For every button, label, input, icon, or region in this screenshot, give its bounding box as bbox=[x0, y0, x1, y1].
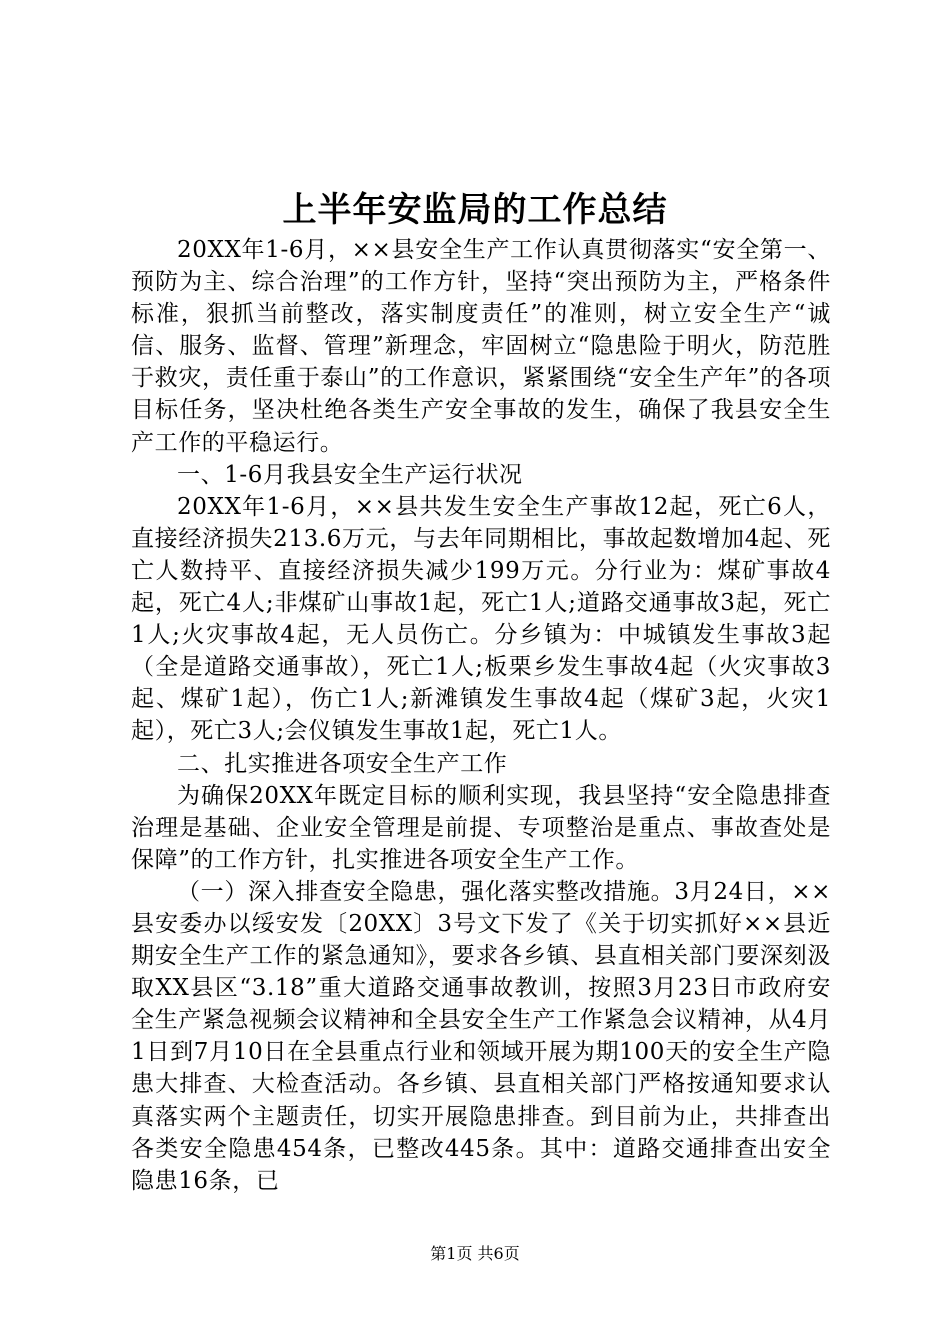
paragraph-accident-stats: 20XX年1-6月，××县共发生安全生产事故12起，死亡6人，直接经济损失213.6万元，与去年同期相比，事故起数增加4起、死亡人数持平、直接经济损失减少199万元。分行业为：煤矿事故4起，死亡4人;非煤矿山事故1起，死亡1人;道路交通事故3起，死亡1人;火灾事故4起，无人员伤亡。分乡镇为：中城镇发生事故3起（全是道路交通事故），死亡1人;板栗乡发生事故4起（火灾事故3起、煤矿1起），伤亡1人;新滩镇发生事故4起（煤矿3起，火灾1起），死亡3人;会仪镇发生事故1起，死亡1人。 bbox=[131, 493, 831, 745]
page-number-footer: 第1页 共6页 bbox=[430, 1244, 520, 1263]
document-body bbox=[131, 234, 831, 1197]
document-title: 上半年安监局的工作总结 bbox=[282, 190, 668, 230]
heading-section-2: 二、扎实推进各项安全生产工作 bbox=[177, 750, 508, 777]
paragraph-intro: 20XX年1-6月，××县安全生产工作认真贯彻落实“安全第一、预防为主、综合治理”的工作方针，坚持“突出预防为主，严格条件标准，狠抓当前整改，落实制度责任”的准则，树立安全生产“诚信、服务、监督、管理”新理念，牢固树立“隐患险于明火，防范胜于救灾，责任重于泰山”的工作意识，紧紧围绕“安全生产年”的各项目标任务，坚决杜绝各类生产安全事故的发生，确保了我县安全生产工作的平稳运行。 bbox=[131, 237, 831, 456]
paragraph-hazard-inspection: （一）深入排查安全隐患，强化落实整改措施。3月24日，××县安委办以绥安发〔20XX〕3号文下发了《关于切实抓好××县近期安全生产工作的紧急通知》，要求各乡镇、县直相关部门要深刻汲取XX县区“3.18”重大道路交通事故教训，按照3月23日市政府安全生产紧急视频会议精神和全县安全生产工作紧急会议精神，从4月1日到7月10日在全县重点行业和领域开展为期100天的安全生产隐患大排查、大检查活动。各乡镇、县直相关部门严格按通知要求认真落实两个主题责任，切实开展隐患排查。到目前为止，共排查出各类安全隐患454条，已整改445条。其中：道路交通排查出安全隐患16条，已 bbox=[131, 878, 831, 1194]
heading-section-1: 一、1-6月我县安全生产运行状况 bbox=[177, 461, 523, 488]
paragraph-work-policy: 为确保20XX年既定目标的顺利实现，我县坚持“安全隐患排查治理是基础、企业安全管理是前提、专项整治是重点、事故查处是保障”的工作方针，扎实推进各项安全生产工作。 bbox=[131, 782, 831, 873]
